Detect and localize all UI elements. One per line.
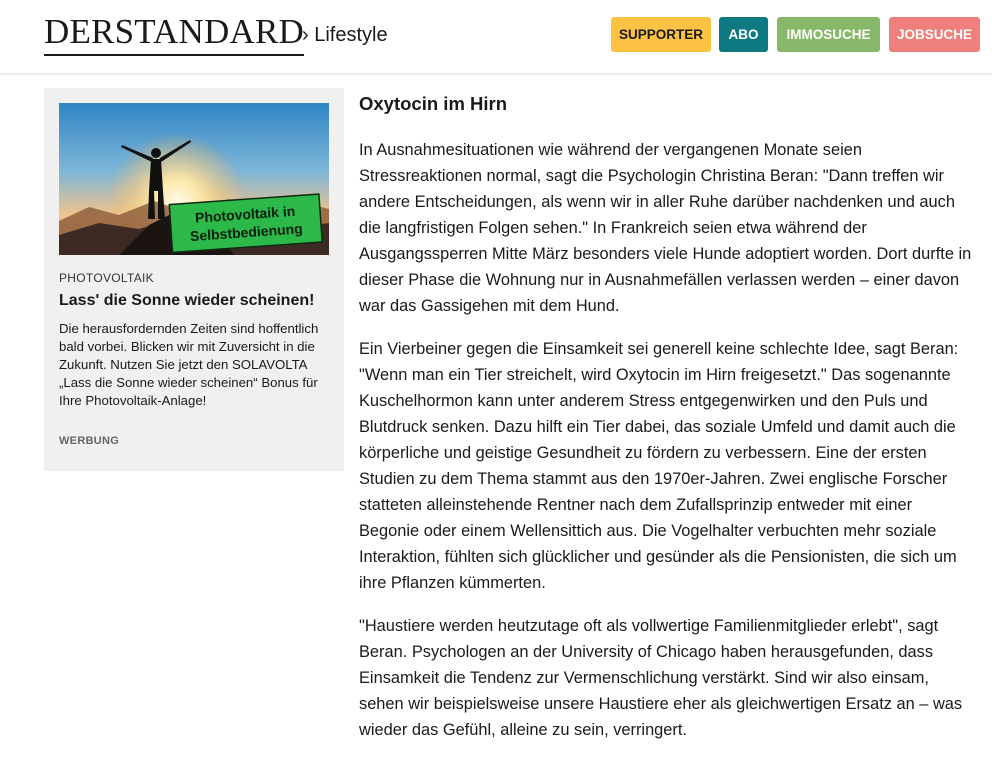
ad-image-sunrise[interactable] — [59, 103, 329, 255]
sponsored-ad-card[interactable] — [44, 88, 344, 471]
article-paragraph: "Haustiere werden heutzutage oft als vollwertige Familienmitglieder erlebt", sagt Beran. Psychologen an der University of Chicago haben herausgefunden, dass Einsamkeit die Tendenz zur Vermenschlichung verstärkt. Sind wir also einsam, sehen wir beispielsweise unsere Haustiere eher als gleichwertigen Ersatz an – was wieder das Gefühl, alleine zu sein, verringert. — [359, 617, 963, 739]
ad-kicker: PHOTOVOLTAIK — [59, 271, 154, 285]
article-subheading: Oxytocin im Hirn — [359, 93, 508, 114]
abo-button[interactable]: ABO — [719, 17, 768, 52]
article-body — [359, 90, 974, 760]
immosuche-button[interactable]: IMMOSUCHE — [777, 17, 880, 52]
section-breadcrumb-lifestyle[interactable]: › Lifestyle — [302, 24, 388, 46]
supporter-button[interactable]: SUPPORTER — [611, 17, 711, 52]
article-paragraph: In Ausnahmesituationen wie während der vergangenen Monate seien Stressreaktionen normal, sagt die Psychologin Christina Beran: "Dann treffen wir andere Entscheidungen, als wenn wir in aller Ruhe darüber nachdenken und auch die langfristigen Folgen sehen." In Frankreich seien etwa während der Ausgangssperren Mitte März besonders viele Hunde adoptiert worden. Dort durfte in dieser Phase die Wohnung nur in Ausnahmefällen verlassen werden – einer davon war das Gassigehen mit dem Hund. — [359, 141, 972, 315]
ad-title-link[interactable]: Lass' die Sonne wieder scheinen! — [59, 292, 315, 309]
ad-teaser-text: Die herausfordernden Zeiten sind hoffentlich bald vorbei. Blicken wir mit Zuversicht in die Zukunft. Nutzen Sie jetzt den SOLAVOLTA „Lass die Sonne wieder scheinen“ Bonus für Ihre Photovoltaik-Anlage! — [59, 321, 319, 408]
ad-image-caption-line-1: Photovoltaik in — [194, 202, 296, 226]
derstandard-logo[interactable]: DERSTANDARD — [44, 12, 304, 56]
article-paragraph: Ein Vierbeiner gegen die Einsamkeit sei generell keine schlechte Idee, sagt Beran: "Wenn man ein Tier streichelt, wird Oxytocin im Hirn freigesetzt." Das sogenannte Kuschelhormon kann unter anderem Stress entgegenwirken und den Puls und Blutdruck senken. Dazu hilft ein Tier dabei, das soziale Umfeld und damit auch die körperliche und geistige Gesundheit zu fördern zu verbessern. Eine der ersten Studien zu dem Thema stammt aus den 1970er-Jahren. Zwei englische Forscher statteten alleinstehende Rentner nach dem Zufallsprinzip entweder mit einer Begonie oder einem Wellensittich aus. Die Vogelhalter verbuchten mehr soziale Interaktion, fühlten sich glücklicher und gesünder als die Pensionisten, die sich um ihre Pflanzen kümmerten. — [359, 340, 959, 592]
jobsuche-button[interactable]: JOBSUCHE — [889, 17, 980, 52]
ad-image-caption-line-2: Selbstbedienung — [189, 220, 304, 245]
ad-werbung-label: WERBUNG — [59, 435, 120, 447]
site-header — [0, 0, 992, 74]
